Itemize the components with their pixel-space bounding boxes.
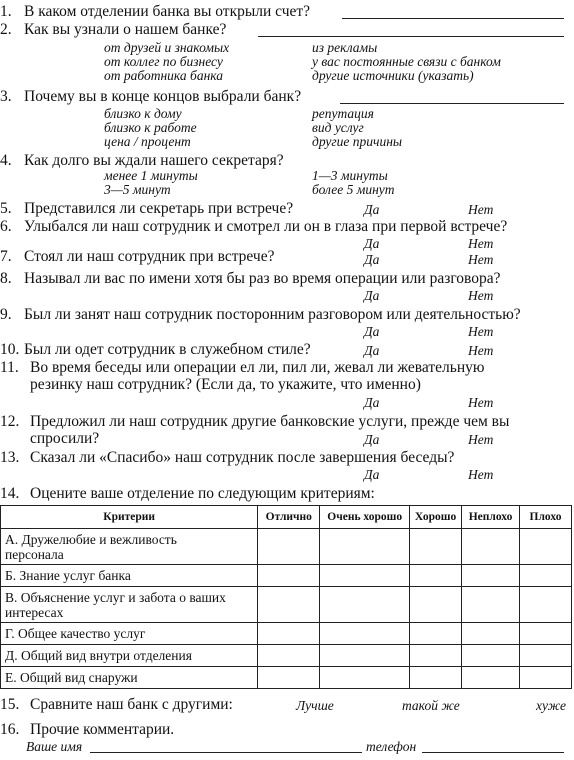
criterion-cell (1, 529, 258, 565)
criterion-cell (1, 565, 258, 587)
rating-cell[interactable] (520, 667, 572, 689)
rating-cell[interactable] (320, 565, 410, 587)
rating-cell[interactable] (410, 529, 462, 565)
criterion-cell (1, 587, 258, 623)
no-option[interactable]: Нет (468, 467, 494, 482)
criterion-label: Г. Общее качество услуг (5, 626, 146, 641)
rating-cell[interactable] (410, 645, 462, 667)
column-header: Плохо (520, 506, 572, 529)
question-text: Почему вы в конце концов выбрали банк? (24, 88, 302, 105)
question-7 (0, 248, 275, 266)
yes-option[interactable]: Да (364, 202, 380, 217)
phone-input-line[interactable] (422, 752, 564, 753)
question-text: Как вы узнали о нашем банке? (24, 21, 227, 38)
question-8 (0, 270, 501, 288)
option[interactable]: 3—5 минут (104, 182, 171, 197)
question-16 (0, 721, 175, 739)
question-12 (0, 413, 510, 431)
rating-cell[interactable] (258, 667, 320, 689)
rating-cell[interactable] (520, 645, 572, 667)
question-number: 2. (0, 21, 12, 38)
rating-cell[interactable] (258, 645, 320, 667)
criterion-label: Е. Общий вид снаружи (5, 670, 138, 685)
column-header: Неплохо (462, 506, 520, 529)
question-text-continued: спросили? (30, 430, 100, 447)
phone-label: телефон (366, 739, 417, 754)
option[interactable]: от коллег по бизнесу (104, 54, 223, 69)
table-row (1, 565, 572, 587)
name-input-line[interactable] (90, 752, 362, 753)
criterion-label: А. Дружелюбие и вежливость (5, 531, 177, 547)
answer-line-q3[interactable] (340, 103, 564, 104)
question-text: В каком отделении банка вы открыли счет? (24, 3, 311, 20)
question-text: Во время беседы или операции ел ли, пил ли, жевал ли жевательную (30, 359, 485, 376)
criterion-label: Б. Знание услуг банка (5, 568, 131, 583)
question-2 (0, 21, 227, 39)
rating-cell[interactable] (462, 529, 520, 565)
question-number: 14. (0, 485, 20, 502)
question-number: 8. (0, 270, 12, 287)
question-number: 12. (0, 413, 20, 430)
question-15 (0, 696, 233, 714)
question-5 (0, 200, 294, 218)
rating-cell[interactable] (258, 623, 320, 645)
option[interactable]: 1—3 минуты (312, 168, 388, 183)
question-6 (0, 218, 508, 236)
option[interactable]: другие причины (312, 134, 403, 149)
rating-cell[interactable] (320, 667, 410, 689)
yes-option[interactable]: Да (364, 288, 380, 303)
question-number: 5. (0, 200, 12, 217)
option[interactable]: от работника банка (104, 68, 224, 83)
criterion-cell (1, 667, 258, 689)
rating-cell[interactable] (462, 623, 520, 645)
yes-option[interactable]: Да (364, 236, 380, 251)
rating-cell[interactable] (320, 645, 410, 667)
question-1 (0, 3, 311, 21)
question-text: Предложил ли наш сотрудник другие банковские услуги, прежде чем вы (30, 413, 510, 430)
question-text: Представился ли секретарь при встрече? (24, 200, 294, 217)
option[interactable]: близко к работе (104, 120, 197, 135)
column-header: Отлично (258, 506, 320, 529)
option[interactable]: из рекламы (312, 40, 378, 55)
option[interactable]: близко к дому (104, 106, 182, 121)
rating-cell[interactable] (320, 587, 410, 623)
column-header: Хорошо (410, 506, 462, 529)
yes-option[interactable]: Да (364, 432, 380, 447)
criteria-table (0, 505, 572, 689)
rating-cell[interactable] (258, 529, 320, 565)
question-text: Был ли занят наш сотрудник посторонним разговором или деятельностью? (24, 306, 521, 323)
rating-cell[interactable] (320, 529, 410, 565)
question-number: 16. (0, 721, 20, 738)
rating-cell[interactable] (410, 623, 462, 645)
rating-cell[interactable] (410, 565, 462, 587)
question-text: Сравните наш банк с другими: (30, 696, 233, 713)
question-number: 4. (0, 152, 12, 169)
no-option[interactable]: Нет (468, 432, 494, 447)
name-label: Ваше имя (26, 739, 83, 754)
option[interactable]: вид услуг (312, 120, 364, 135)
answer-line-q1[interactable] (342, 18, 564, 19)
option[interactable]: менее 1 минуты (104, 168, 198, 183)
option[interactable]: Лучше (296, 698, 334, 713)
rating-cell[interactable] (520, 587, 572, 623)
table-row (1, 645, 572, 667)
criterion-cell (1, 645, 258, 667)
option[interactable]: от друзей и знакомых (104, 40, 230, 55)
table-row (1, 623, 572, 645)
question-text: Оцените ваше отделение по следующим критериям: (30, 485, 375, 502)
criterion-label-cont: персонала (5, 546, 64, 562)
yes-option[interactable]: Да (364, 467, 380, 482)
criterion-label-cont: интересах (5, 604, 64, 620)
rating-cell[interactable] (258, 587, 320, 623)
option[interactable]: более 5 минут (312, 182, 395, 197)
column-header: Критерии (1, 506, 258, 529)
question-number: 1. (0, 3, 12, 20)
question-number: 7. (0, 248, 12, 265)
criterion-cell (1, 623, 258, 645)
question-text: Сказал ли «Спасибо» наш сотрудник после завершения беседы? (30, 449, 455, 466)
question-text: Был ли одет сотрудник в служебном стиле? (24, 341, 311, 358)
question-number: 10. (0, 341, 20, 358)
no-option[interactable]: Нет (468, 343, 494, 358)
no-option[interactable]: Нет (468, 252, 494, 267)
no-option[interactable]: Нет (468, 202, 494, 217)
rating-cell[interactable] (462, 667, 520, 689)
answer-line-q2[interactable] (258, 36, 564, 37)
table-header-row (1, 506, 572, 529)
yes-option[interactable]: Да (364, 324, 380, 339)
no-option[interactable]: Нет (468, 395, 494, 410)
rating-cell[interactable] (462, 587, 520, 623)
no-option[interactable]: Нет (468, 324, 494, 339)
question-text: Как долго вы ждали нашего секретаря? (24, 152, 284, 169)
question-number: 3. (0, 88, 12, 105)
rating-cell[interactable] (520, 565, 572, 587)
question-number: 9. (0, 306, 12, 323)
question-number: 6. (0, 218, 12, 235)
question-text: Прочие комментарии. (30, 721, 175, 738)
yes-option[interactable]: Да (364, 395, 380, 410)
no-option[interactable]: Нет (468, 236, 494, 251)
option[interactable]: такой же (402, 698, 460, 713)
rating-cell[interactable] (410, 667, 462, 689)
question-9 (0, 306, 521, 324)
question-4 (0, 152, 284, 170)
question-10 (0, 341, 311, 359)
criterion-label: В. Объяснение услуг и забота о ваших (5, 589, 226, 605)
criterion-label: Д. Общий вид внутри отделения (5, 648, 192, 663)
yes-option[interactable]: Да (364, 252, 380, 267)
question-11 (0, 359, 485, 377)
rating-cell[interactable] (258, 565, 320, 587)
option[interactable]: у вас постоянные связи с банком (312, 54, 501, 69)
question-13 (0, 449, 455, 467)
question-text: Улыбался ли наш сотрудник и смотрел ли он в глаза при первой встрече? (24, 218, 508, 235)
question-text: Стоял ли наш сотрудник при встрече? (24, 248, 275, 265)
question-number: 13. (0, 449, 20, 466)
table-row (1, 587, 572, 623)
option[interactable]: другие источники (указать) (312, 68, 474, 83)
yes-option[interactable]: Да (364, 343, 380, 358)
question-14 (0, 485, 375, 503)
option[interactable]: цена / процент (104, 134, 191, 149)
question-text: Называл ли вас по имени хотя бы раз во время операции или разговора? (24, 270, 501, 287)
question-number: 11. (0, 359, 19, 376)
rating-cell[interactable] (320, 623, 410, 645)
question-text-continued: резинку наш сотрудник? (Если да, то укажите, что именно) (30, 376, 421, 393)
rating-cell[interactable] (462, 645, 520, 667)
table-row (1, 667, 572, 689)
rating-cell[interactable] (410, 587, 462, 623)
question-number: 15. (0, 696, 20, 713)
no-option[interactable]: Нет (468, 288, 494, 303)
option[interactable]: хуже (536, 698, 567, 713)
option[interactable]: репутация (312, 106, 374, 121)
question-3 (0, 88, 302, 106)
table-row (1, 529, 572, 565)
column-header: Очень хорошо (320, 506, 410, 529)
rating-cell[interactable] (462, 565, 520, 587)
rating-cell[interactable] (520, 529, 572, 565)
rating-cell[interactable] (520, 623, 572, 645)
